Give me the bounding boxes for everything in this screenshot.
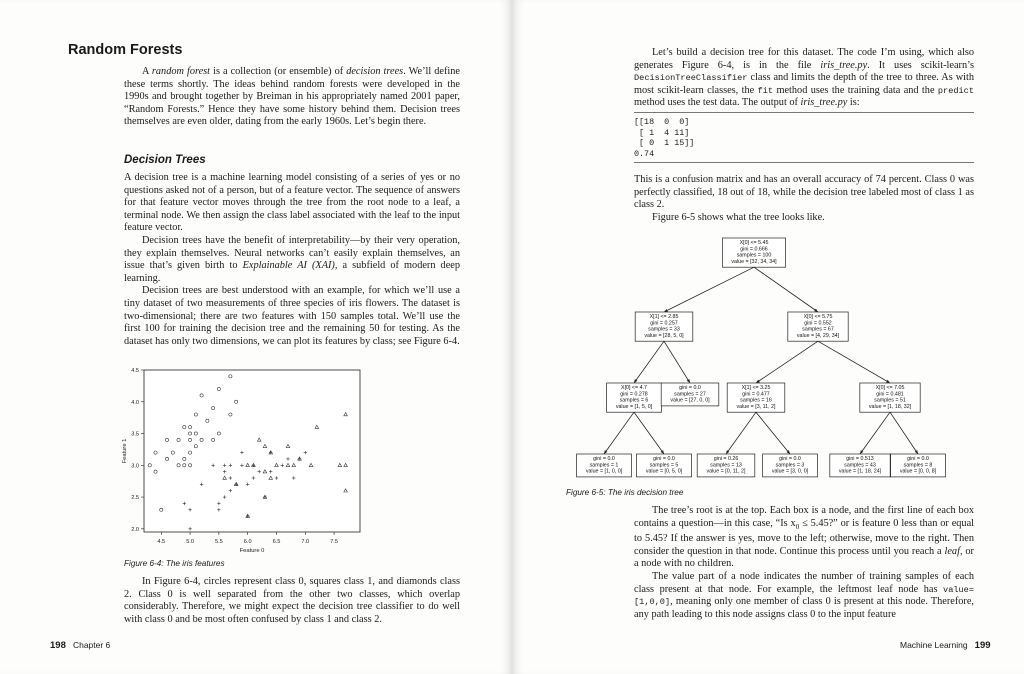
tree-edge bbox=[726, 412, 756, 454]
tree-edge bbox=[604, 412, 634, 454]
node-line: value = [0, 11, 2] bbox=[706, 468, 746, 475]
subsection-title: Decision Trees bbox=[124, 154, 206, 166]
code-output: [[18 0 0] [ 1 4 11] [ 0 1 15]] 0.74 bbox=[634, 112, 974, 163]
plot-frame bbox=[144, 370, 360, 532]
tree-edge bbox=[664, 267, 754, 312]
x-tick-label: 5.0 bbox=[186, 539, 194, 545]
tree-node-n10 bbox=[763, 454, 818, 477]
chapter-title-label: Machine Learning bbox=[900, 640, 968, 650]
tree-node-root bbox=[722, 238, 785, 267]
node-line: value = [1, 0, 0] bbox=[585, 468, 623, 475]
node-line: samples = 8 bbox=[903, 462, 933, 469]
node-line: gini = 0.0 bbox=[779, 456, 801, 462]
x-tick-label: 6.5 bbox=[272, 539, 281, 545]
node-line: X[0] <= 7.05 bbox=[875, 385, 905, 391]
arrow-head bbox=[814, 309, 818, 312]
x-axis-label: Feature 0 bbox=[239, 548, 265, 554]
node-line: samples = 100 bbox=[736, 252, 772, 259]
node-line: samples = 33 bbox=[648, 326, 680, 333]
node-line: value = [1, 18, 24] bbox=[838, 468, 882, 475]
tree-edge bbox=[756, 341, 818, 383]
node-line: value = [4, 29, 34] bbox=[796, 332, 840, 339]
node-line: samples = 51 bbox=[874, 397, 906, 404]
node-line: X[1] <= 3.25 bbox=[741, 385, 771, 391]
tree-node-n1 bbox=[635, 312, 693, 341]
tree-node-n6 bbox=[860, 383, 920, 412]
node-line: samples = 16 bbox=[740, 397, 772, 404]
node-line: gini = 0.481 bbox=[876, 391, 904, 398]
node-line: gini = 0.552 bbox=[804, 320, 832, 327]
x-tick-label: 6.0 bbox=[243, 539, 252, 545]
arrow-head bbox=[756, 380, 760, 383]
tree-explanation bbox=[634, 505, 974, 621]
tree-edge bbox=[818, 341, 890, 383]
right-paragraph-1: Let’s build a decision tree for this dataset. The code I’m using, which also generates Figure 6-4, is in the file iris_tree.py. It uses scikit-learn’s DecisionTreeClassifier class and limits the depth of the tree to three. As with most scikit-learn classes, the fit method uses the training data and the predict method uses the test data. The output of iris_tree.py is: bbox=[634, 47, 974, 109]
tree-edge bbox=[890, 412, 918, 454]
arrow-head bbox=[726, 450, 729, 454]
tree-node-n5 bbox=[727, 383, 785, 412]
tree-node-n7 bbox=[577, 454, 632, 477]
y-tick-label: 4.0 bbox=[131, 399, 139, 406]
tree-edge bbox=[756, 412, 790, 454]
node-line: value = [28, 5, 0] bbox=[644, 332, 684, 339]
right-paragraph-5: The value part of a node indicates the number of training samples of each class present at that node. For example, the leftmost leaf node has value=[1,0,0], meaning only one member of class 0 is present at this node. Therefore, any path leading to this node assigns class 0 to the input feature bbox=[634, 571, 974, 620]
x-tick-label: 5.5 bbox=[214, 539, 223, 545]
node-line: X[0] <= 4.7 bbox=[621, 385, 647, 391]
x-tick-label: 4.5 bbox=[157, 539, 166, 545]
tree-edge bbox=[860, 412, 890, 454]
node-line: samples = 13 bbox=[710, 462, 742, 469]
arrow-head bbox=[634, 379, 637, 383]
intro-paragraph bbox=[124, 66, 460, 129]
code-intro bbox=[634, 47, 974, 110]
node-line: value = [32, 34, 34] bbox=[731, 258, 777, 265]
node-line: value = [1, 18, 32] bbox=[868, 403, 912, 410]
intro-text: A random forest is a collection (or ensemble) of decision trees. We’ll define these terms shortly. The ideas behind random forests were developed in the 1990s and brought together by Breiman in his appropriately named 2001 paper, “Random Forests.” Hence they have some history behind them. Decision trees themselves are even older, dating from the early 1960s. Let’s begin there. bbox=[124, 66, 460, 128]
node-line: gini = 0.477 bbox=[742, 391, 770, 398]
chapter-label: Chapter 6 bbox=[72, 640, 111, 650]
confusion-discussion bbox=[634, 174, 974, 224]
tree-node-n4 bbox=[661, 383, 719, 406]
arrow-head bbox=[860, 450, 863, 454]
tree-node-n9 bbox=[697, 454, 755, 477]
node-line: value = [0, 5, 0] bbox=[645, 468, 683, 475]
x-tick-label: 7.0 bbox=[301, 539, 310, 545]
node-line: gini = 0.278 bbox=[620, 391, 648, 398]
paragraph-2: Decision trees have the benefit of interpretability—by their very operation, they explain themselves. Neural networks can’t easily explain themselves, an issue that’s given birth to Explainable AI (XAI), a subfield of modern deep learning. bbox=[124, 234, 460, 284]
node-line: value = [3, 0, 0] bbox=[771, 468, 809, 475]
y-tick-label: 2.0 bbox=[131, 526, 139, 533]
arrow-head bbox=[604, 450, 607, 454]
node-line: samples = 3 bbox=[775, 462, 805, 469]
node-line: samples = 27 bbox=[674, 391, 706, 398]
node-line: gini = 0.257 bbox=[650, 320, 678, 327]
section-title: Random Forests bbox=[68, 42, 183, 58]
tree-node-n8 bbox=[637, 454, 692, 477]
node-line: value = [27, 0, 0] bbox=[670, 397, 710, 404]
node-line: gini = 0.0 bbox=[593, 456, 615, 462]
right-paragraph-2: This is a confusion matrix and has an overall accuracy of 74 percent. Class 0 was perfectly classified, 18 out of 18, while the decision tree labeled most of class 1 as class 2. bbox=[634, 174, 974, 211]
right-folio bbox=[900, 640, 991, 651]
tree-node-n12 bbox=[891, 454, 946, 477]
right-paragraph-4: The tree’s root is at the top. Each box is a node, and the first line of each box contains a question—in this case, “Is $x_0 \le 5.45$?” or is feature 0 less than or equal to 5.45? If the answer is yes, move to the left; otherwise, move to the right. Then consider the question in that node. Continue this process until you reach a leaf, or a node with no children. bbox=[634, 505, 974, 570]
tree-node-n3 bbox=[607, 383, 662, 412]
arrow-head bbox=[915, 450, 918, 454]
tree-node-n2 bbox=[788, 312, 848, 341]
node-line: gini = 0.0 bbox=[907, 456, 929, 462]
node-line: gini = 0.26 bbox=[713, 456, 739, 462]
paragraph-4: In Figure 6-4, circles represent class 0, squares class 1, and diamonds class 2. Class 0 is well separated from the other two classes, which overlap considerably. Therefore, we might expect the decision tree classifier to do well with class 0 and be most often confused by class 1 and class 2. bbox=[124, 576, 460, 625]
x-tick-label: 7.5 bbox=[330, 539, 338, 545]
node-line: value = [3, 11, 2] bbox=[736, 403, 776, 410]
figure-6-4-discussion bbox=[124, 576, 460, 626]
node-line: gini = 0.513 bbox=[846, 456, 874, 462]
iris-scatter-plot bbox=[112, 362, 368, 554]
page-number: 199 bbox=[974, 640, 991, 651]
tree-node-n11 bbox=[830, 454, 890, 477]
node-line: samples = 6 bbox=[619, 397, 649, 404]
paragraph-3: Decision trees are best understood with an example, for which we’ll use a tiny dataset of two measurements of three species of iris flowers. The dataset is two-dimensional; there are two features with 150 samples total. We’ll use the first 100 for training the decision tree and the remaining 50 for testing. As the dataset has only two dimensions, we can plot its features by class; see Figure 6-4. bbox=[124, 285, 460, 347]
node-line: samples = 43 bbox=[844, 462, 876, 469]
node-line: gini = 0.0 bbox=[653, 456, 675, 462]
decision-trees-body bbox=[124, 172, 460, 348]
node-line: X[1] <= 2.85 bbox=[649, 314, 679, 320]
paragraph-1: A decision tree is a machine learning model consisting of a series of yes or no questions asked not of a person, but of a feature vector. The sequence of answers for that feature vector moves through the tree from the root node to a leaf, a terminal node. We then assign the class label associated with the leaf to the input feature vector. bbox=[124, 172, 460, 234]
tree-edge bbox=[754, 267, 818, 312]
node-line: X[0] <= 5.75 bbox=[803, 314, 833, 320]
figure-6-4-caption: Figure 6-4: The iris features bbox=[124, 559, 225, 568]
arrow-head bbox=[661, 450, 664, 454]
y-tick-label: 3.0 bbox=[131, 463, 139, 470]
figure-6-5-caption: Figure 6-5: The iris decision tree bbox=[566, 488, 684, 497]
node-line: gini = 0.0 bbox=[679, 385, 701, 391]
node-line: samples = 67 bbox=[802, 326, 834, 333]
y-tick-label: 3.5 bbox=[131, 431, 139, 438]
node-line: gini = 0.666 bbox=[740, 246, 768, 253]
y-tick-label: 2.5 bbox=[131, 495, 139, 502]
node-line: value = [1, 5, 0] bbox=[615, 403, 653, 410]
left-page bbox=[0, 0, 510, 674]
page-number: 198 bbox=[50, 640, 66, 651]
node-line: X[0] <= 5.45 bbox=[739, 240, 769, 246]
tree-edge bbox=[634, 412, 664, 454]
decision-tree-diagram bbox=[560, 234, 960, 482]
y-tick-label: 4.5 bbox=[131, 368, 139, 374]
tree-edge bbox=[634, 341, 664, 383]
node-line: value = [0, 0, 8] bbox=[899, 468, 937, 475]
node-line: samples = 5 bbox=[649, 462, 679, 469]
tree-edge bbox=[664, 341, 690, 383]
y-axis-label: Feature 1 bbox=[122, 438, 128, 464]
left-folio bbox=[50, 640, 110, 651]
right-paragraph-3: Figure 6-5 shows what the tree looks like. bbox=[652, 211, 825, 223]
node-line: samples = 1 bbox=[589, 462, 619, 469]
